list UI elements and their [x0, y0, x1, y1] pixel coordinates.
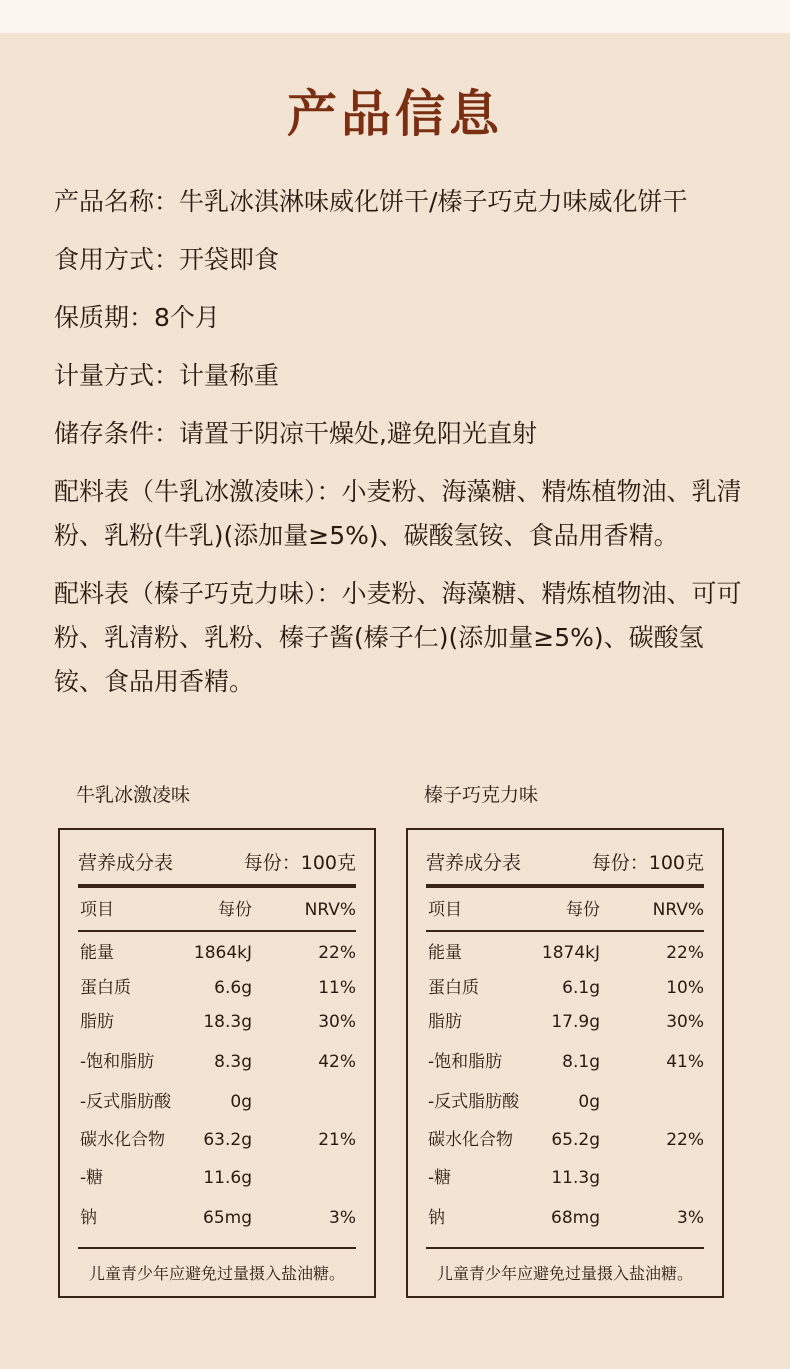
ingredients-milk	[54, 470, 744, 558]
rule-thick	[78, 884, 356, 888]
info-label: 计量方式：	[54, 361, 180, 390]
column-header	[426, 896, 704, 924]
info-row-usage	[54, 238, 744, 282]
nutrition-row	[78, 1204, 356, 1232]
nutrient-amount: 65.2g	[551, 1130, 600, 1150]
nutrition-panel	[58, 828, 376, 1298]
nutrient-name: 碳水化合物	[428, 1130, 513, 1150]
nutrition-title: 营养成分表	[78, 852, 174, 874]
info-row-shelf-life	[54, 296, 744, 340]
nutrient-amount: 0g	[230, 1092, 252, 1112]
nutrient-amount: 6.1g	[562, 978, 600, 998]
info-label: 储存条件：	[54, 419, 180, 448]
nutrition-row	[78, 1008, 356, 1036]
nutrient-name: -糖	[80, 1168, 104, 1188]
nutrition-header	[78, 848, 356, 878]
nutrition-row	[426, 1164, 704, 1192]
info-label: 食用方式：	[54, 245, 180, 274]
nutrient-nrv: 41%	[666, 1052, 704, 1072]
ingredients-value: 小麦粉、海藻糖、精炼植物油、乳清粉、乳粉(牛乳)(添加量≥5%)、碳酸氢铵、食品用香精。	[54, 477, 742, 550]
nutrient-name: 脂肪	[428, 1012, 462, 1032]
top-band	[0, 0, 790, 33]
nutrition-row	[426, 974, 704, 1002]
info-value: 计量称重	[179, 361, 280, 390]
info-value: 开袋即食	[179, 245, 280, 274]
nutrient-name: -反式脂肪酸	[80, 1092, 172, 1112]
nutrition-row	[426, 1088, 704, 1116]
nutrient-amount: 17.9g	[551, 1012, 600, 1032]
product-info	[54, 180, 744, 718]
info-row-storage	[54, 412, 744, 456]
nutrition-row	[78, 1164, 356, 1192]
nutrient-name: 脂肪	[80, 1012, 114, 1032]
nutrient-nrv: 22%	[666, 943, 704, 963]
nutrient-nrv: 21%	[318, 1130, 356, 1150]
nutrient-amount: 18.3g	[203, 1012, 252, 1032]
nutrition-row	[426, 939, 704, 967]
nutrition-row	[78, 1048, 356, 1076]
nutrient-nrv: 30%	[666, 1012, 704, 1032]
nutrient-amount: 11.3g	[551, 1168, 600, 1188]
nutrition-row	[78, 974, 356, 1002]
nutrition-row	[426, 1048, 704, 1076]
nutrient-name: 能量	[80, 943, 114, 963]
nutrient-name: 钠	[80, 1208, 97, 1228]
serving-size: 每份：100克	[591, 852, 704, 874]
nutrient-nrv: 30%	[318, 1012, 356, 1032]
nutrient-name: 钠	[428, 1208, 445, 1228]
nutrient-amount: 1874kJ	[541, 943, 600, 963]
column-header	[78, 896, 356, 924]
info-label: 保质期：	[54, 303, 155, 332]
nutrition-row	[78, 939, 356, 967]
nutrition-row	[426, 1126, 704, 1154]
rule-thick	[426, 884, 704, 888]
nutrient-nrv: 42%	[318, 1052, 356, 1072]
ingredients-value: 小麦粉、海藻糖、精炼植物油、可可粉、乳清粉、乳粉、榛子酱(榛子仁)(添加量≥5%)、碳酸氢铵、食品用香精。	[54, 579, 742, 696]
nutrient-nrv: 3%	[329, 1208, 356, 1228]
nutrient-name: -反式脂肪酸	[428, 1092, 520, 1112]
col-nrv: NRV%	[304, 900, 356, 920]
nutrient-nrv: 3%	[677, 1208, 704, 1228]
nutrition-row	[426, 1204, 704, 1232]
nutrient-name: -饱和脂肪	[428, 1052, 503, 1072]
nutrition-row	[426, 1008, 704, 1036]
nutrient-name: 蛋白质	[80, 978, 131, 998]
col-item: 项目	[428, 900, 462, 920]
nutrient-amount: 11.6g	[203, 1168, 252, 1188]
info-value: 8个月	[154, 303, 220, 332]
rule-thin	[426, 1247, 704, 1249]
rule-thin	[78, 1247, 356, 1249]
serving-size: 每份：100克	[243, 852, 356, 874]
col-per-serving: 每份	[566, 900, 600, 920]
nutrient-amount: 63.2g	[203, 1130, 252, 1150]
nutrient-nrv: 22%	[666, 1130, 704, 1150]
nutrient-name: 能量	[428, 943, 462, 963]
rule-thin	[426, 930, 704, 932]
nutrient-amount: 0g	[578, 1092, 600, 1112]
info-value: 牛乳冰淇淋味威化饼干/榛子巧克力味威化饼干	[179, 187, 688, 216]
page-title: 产品信息	[287, 85, 503, 143]
nutrient-amount: 8.1g	[562, 1052, 600, 1072]
info-row-name	[54, 180, 744, 224]
nutrient-nrv: 11%	[318, 978, 356, 998]
footnote: 儿童青少年应避免过量摄入盐油糖。	[88, 1264, 345, 1283]
nutrient-nrv: 10%	[666, 978, 704, 998]
nutrient-name: -饱和脂肪	[80, 1052, 155, 1072]
info-label: 产品名称：	[54, 187, 180, 216]
flavor-label: 榛子巧克力味	[424, 784, 539, 806]
nutrition-panel	[406, 828, 724, 1298]
nutrient-amount: 8.3g	[214, 1052, 252, 1072]
nutrient-amount: 68mg	[551, 1208, 600, 1228]
nutrition-title: 营养成分表	[426, 852, 522, 874]
nutrition-header	[426, 848, 704, 878]
footnote: 儿童青少年应避免过量摄入盐油糖。	[436, 1264, 693, 1283]
ingredients-label: 配料表（榛子巧克力味）：	[54, 579, 342, 608]
nutrient-nrv: 22%	[318, 943, 356, 963]
info-row-measure	[54, 354, 744, 398]
flavor-label: 牛乳冰激凌味	[76, 784, 191, 806]
nutrient-amount: 6.6g	[214, 978, 252, 998]
nutrition-row	[78, 1088, 356, 1116]
col-nrv: NRV%	[652, 900, 704, 920]
nutrient-name: 碳水化合物	[80, 1130, 165, 1150]
nutrient-amount: 1864kJ	[193, 943, 252, 963]
ingredients-label: 配料表（牛乳冰激凌味）：	[54, 477, 342, 506]
nutrient-name: 蛋白质	[428, 978, 479, 998]
col-per-serving: 每份	[218, 900, 252, 920]
info-value: 请置于阴凉干燥处,避免阳光直射	[179, 419, 537, 448]
nutrient-name: -糖	[428, 1168, 452, 1188]
rule-thin	[78, 930, 356, 932]
col-item: 项目	[80, 900, 114, 920]
ingredients-hazelnut	[54, 572, 744, 704]
nutrition-row	[78, 1126, 356, 1154]
nutrient-amount: 65mg	[203, 1208, 252, 1228]
